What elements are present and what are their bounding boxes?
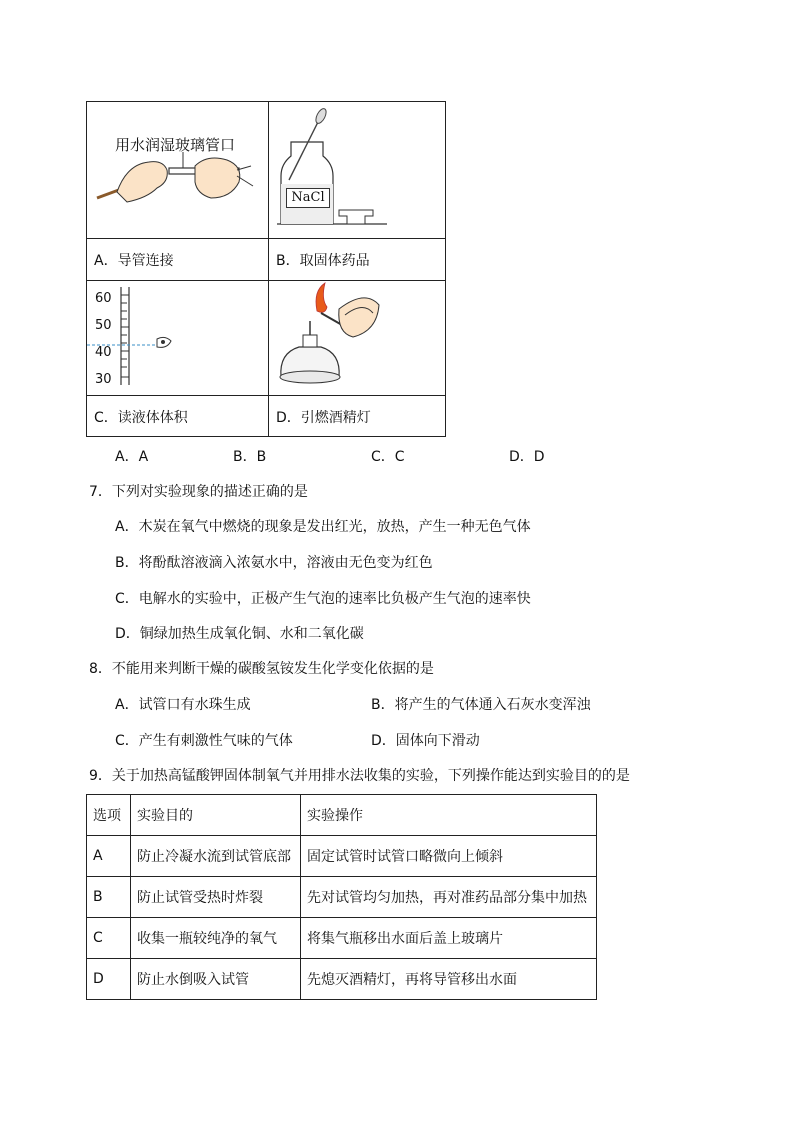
figure-caption-text: 用水润湿玻璃管口 xyxy=(115,136,236,154)
figure-solid-reagent xyxy=(269,102,446,238)
table-cell: 先对试管均匀加热，再对准药品部分集中加热 xyxy=(301,877,597,918)
scale-tick: 60 xyxy=(95,291,112,306)
q8-option-b: B．将产生的气体通入石灰水变浑浊 xyxy=(371,697,591,713)
q6-option-b: B．B xyxy=(233,449,267,465)
table-cell: A xyxy=(87,836,131,877)
q7-stem: 7．下列对实验现象的描述正确的是 xyxy=(89,484,308,500)
q7-option-b: B．将酚酞溶液滴入浓氨水中，溶液由无色变为红色 xyxy=(115,555,433,571)
grid-divider xyxy=(87,395,445,396)
q6-option-a: A．A xyxy=(115,449,149,465)
q9-stem: 9．关于加热高锰酸钾固体制氧气并用排水法收集的实验，下列操作能达到实验目的的是 xyxy=(89,768,630,784)
alcohol-lamp-illustration xyxy=(269,281,446,395)
scale-tick: 50 xyxy=(95,318,112,333)
table-cell: C xyxy=(87,918,131,959)
cylinder-illustration xyxy=(87,281,268,395)
table-header-cell: 实验目的 xyxy=(131,795,301,836)
table-cell: B xyxy=(87,877,131,918)
q8-option-a: A．试管口有水珠生成 xyxy=(115,697,251,713)
q6-option-d: D．D xyxy=(509,449,545,465)
table-row xyxy=(87,918,597,959)
q8-option-c: C．产生有刺激性气味的气体 xyxy=(115,733,293,749)
grid-divider xyxy=(87,238,445,239)
figure-read-volume xyxy=(87,281,268,395)
table-header-cell: 选项 xyxy=(87,795,131,836)
table-cell: 将集气瓶移出水面后盖上玻璃片 xyxy=(301,918,597,959)
q8-option-d: D．固体向下滑动 xyxy=(371,733,480,749)
scale-tick: 40 xyxy=(95,345,112,360)
figure-tube-connection xyxy=(87,102,268,238)
table-cell: D xyxy=(87,959,131,1000)
table-cell: 防止试管受热时炸裂 xyxy=(131,877,301,918)
table-cell: 先熄灭酒精灯，再将导管移出水面 xyxy=(301,959,597,1000)
q7-option-d: D．铜绿加热生成氧化铜、水和二氧化碳 xyxy=(115,626,364,642)
option-label-a: A．导管连接 xyxy=(94,253,174,269)
q7-option-a: A．木炭在氧气中燃烧的现象是发出红光，放热，产生一种无色气体 xyxy=(115,519,531,535)
figure-grid xyxy=(86,101,446,437)
table-cell: 收集一瓶较纯净的氧气 xyxy=(131,918,301,959)
table-cell: 防止水倒吸入试管 xyxy=(131,959,301,1000)
table-row xyxy=(87,836,597,877)
figure-alcohol-lamp xyxy=(269,281,446,395)
hands-illustration xyxy=(87,102,268,238)
table-row xyxy=(87,877,597,918)
q8-stem: 8．不能用来判断干燥的碳酸氢铵发生化学变化依据的是 xyxy=(89,661,434,677)
scale-tick-labels xyxy=(95,291,112,387)
table-cell: 固定试管时试管口略微向上倾斜 xyxy=(301,836,597,877)
bottle-illustration xyxy=(269,102,446,238)
option-label-b: B．取固体药品 xyxy=(276,253,370,269)
q7-option-c: C．电解水的实验中，正极产生气泡的速率比负极产生气泡的速率快 xyxy=(115,591,531,607)
q9-table xyxy=(86,794,597,1000)
table-row xyxy=(87,959,597,1000)
table-cell: 防止冷凝水流到试管底部 xyxy=(131,836,301,877)
q6-option-c: C．C xyxy=(371,449,405,465)
reagent-label: NaCl xyxy=(286,188,330,208)
table-header-row xyxy=(87,795,597,836)
option-label-c: C．读液体体积 xyxy=(94,410,188,426)
scale-tick: 30 xyxy=(95,372,112,387)
option-label-d: D．引燃酒精灯 xyxy=(276,410,371,426)
table-header-cell: 实验操作 xyxy=(301,795,597,836)
